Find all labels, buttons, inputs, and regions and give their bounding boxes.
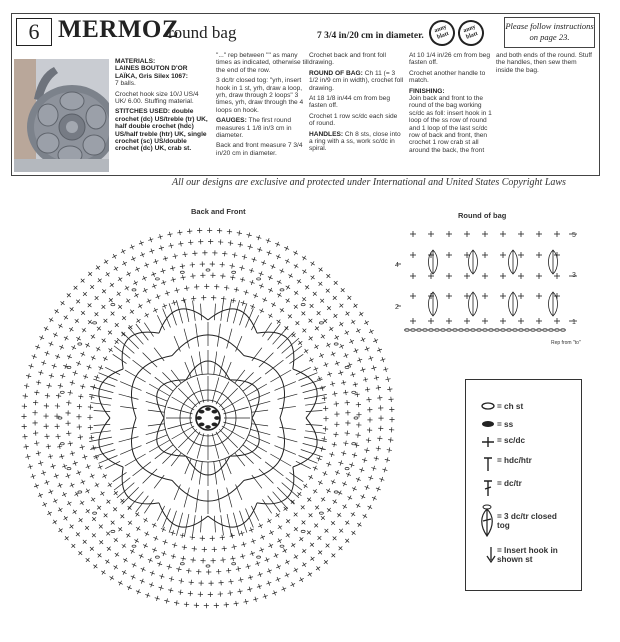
gauges-text: The first round measures 1 1/8 in/3 cm in diameter. — [216, 117, 292, 140]
row-label: 2 — [395, 304, 399, 311]
slip-stitch-icon — [466, 420, 497, 428]
closed-tog-icon — [466, 504, 497, 538]
materials-column — [115, 58, 211, 156]
pattern-number: 6 — [16, 18, 52, 46]
legend-item-ch-st — [466, 402, 523, 411]
materials-yarn: LAINES BOUTON D'OR LAÏKA, Gris Silex 1067: — [115, 65, 188, 80]
finishing-heading: FINISHING: — [409, 87, 445, 95]
finishing-text: Join back and front to the round of the bag working sc/dc as foll: insert hook in 1 loop of the ss row of round and 1 loop of the last sc/dc row of back and front, then crochet 1 row crab st all around the back, the front — [409, 95, 492, 154]
double-crochet-icon — [466, 479, 497, 497]
round-of-bag-diagram-title: Round of bag — [458, 211, 507, 220]
legend-item-insert — [466, 546, 577, 564]
bag-photo — [14, 59, 109, 172]
legend-label: = hdc/htr — [497, 456, 532, 465]
instructions-column-4 — [409, 52, 494, 157]
round-text-3: Crochet 1 row sc/dc each side of round. — [309, 112, 398, 128]
legend-item-sc — [466, 436, 525, 448]
legend-label: = sc/dc — [497, 436, 525, 445]
closed-tog-note: 3 dc/tr closed tog: "yrh, insert hook in 1 st, yrh, draw a loop, yrh, draw through 2 loops" 3 times, yrh, draw through the 4 loops on hook. — [216, 77, 304, 114]
back-front-diagram — [21, 223, 395, 609]
back-front-diagram-title: Back and Front — [191, 207, 246, 216]
copyright-notice: All our designs are exclusive and protected under International and United States Copyright Laws — [172, 177, 566, 188]
instructions-column-2 — [216, 52, 312, 160]
back-front-note: Crochet back and front foll drawing. — [309, 52, 386, 67]
stitches-used: STITCHES USED: double crochet (dc) US/treble (tr) UK, half double crochet (hdc) US/half treble (htr) UK, single crochet (sc) US/double crochet (dc) UK, crab st. — [115, 108, 208, 153]
handles-text-2: At 10 1/4 in/26 cm from beg fasten off. — [409, 52, 490, 67]
legend-item-hdc — [466, 456, 532, 472]
row-label: 5 — [572, 232, 576, 239]
single-crochet-icon — [466, 436, 497, 448]
badge-text: blatt — [465, 30, 479, 41]
materials-hook: Crochet hook size 10/J US/4 UK/ 6.00. Stuffing material. — [115, 90, 199, 106]
follow-instructions-note: Please follow instructions on page 23. — [504, 17, 595, 48]
handles-text: Ch 8 sts, close into a ring with a ss, work sc/dc in spiral. — [309, 130, 401, 153]
anny-blatt-badge — [454, 16, 487, 49]
instructions-column-5 — [496, 52, 594, 77]
repeat-from-note: Rep from "to" — [551, 340, 581, 346]
handles-heading: HANDLES: — [309, 130, 344, 138]
legend-label: = 3 dc/tr closed tog — [497, 512, 557, 530]
gauges-heading: GAUGES: — [216, 117, 247, 125]
handles-text-3: Crochet another handle to match. — [409, 69, 486, 85]
round-heading: ROUND OF BAG: — [309, 69, 363, 77]
pattern-title: MERMOZ — [58, 16, 180, 43]
row-label: 4 — [395, 262, 399, 269]
legend-label: = ch st — [497, 402, 524, 411]
materials-quantity: 7 balls. — [115, 80, 136, 88]
round-text: Ch 11 (= 3 1/2 in/9 cm in width), crochet foll drawing. — [309, 69, 404, 92]
round-of-bag-diagram — [393, 222, 593, 342]
pattern-size: 7 3/4 in/20 cm in diameter. — [317, 31, 424, 41]
half-double-crochet-icon — [466, 456, 497, 472]
row-label: 1 — [572, 319, 576, 326]
symbol-legend — [465, 379, 582, 591]
legend-label: = ss — [497, 420, 514, 429]
legend-label: = dc/tr — [497, 479, 522, 488]
anny-blatt-badge — [425, 16, 458, 49]
legend-item-tog — [466, 504, 571, 538]
pattern-card — [11, 13, 600, 176]
materials-heading: MATERIALS: — [115, 58, 156, 65]
badge-text: anny — [433, 24, 448, 35]
legend-item-dc — [466, 479, 522, 497]
repeat-note: "..." rep between "" as many times as indicated, otherwise till the end of the row. — [216, 52, 309, 74]
legend-item-ss — [466, 420, 513, 429]
chain-stitch-icon — [466, 402, 497, 410]
row-label: 3 — [572, 272, 576, 279]
finishing-text-2: and both ends of the round. Stuff the handles, then sew them inside the bag. — [496, 52, 592, 74]
gauges-text-2: Back and front measure 7 3/4 in/20 cm in diameter. — [216, 142, 303, 157]
badge-text: blatt — [436, 30, 450, 41]
legend-label: = Insert hook in shown st — [497, 546, 558, 564]
badge-text: anny — [462, 24, 477, 35]
pattern-subtitle: round bag — [168, 23, 237, 42]
round-text-2: At 18 1/8 in/44 cm from beg fasten off. — [309, 95, 390, 110]
instructions-column-3 — [309, 52, 404, 156]
arrow-down-icon — [466, 546, 497, 564]
